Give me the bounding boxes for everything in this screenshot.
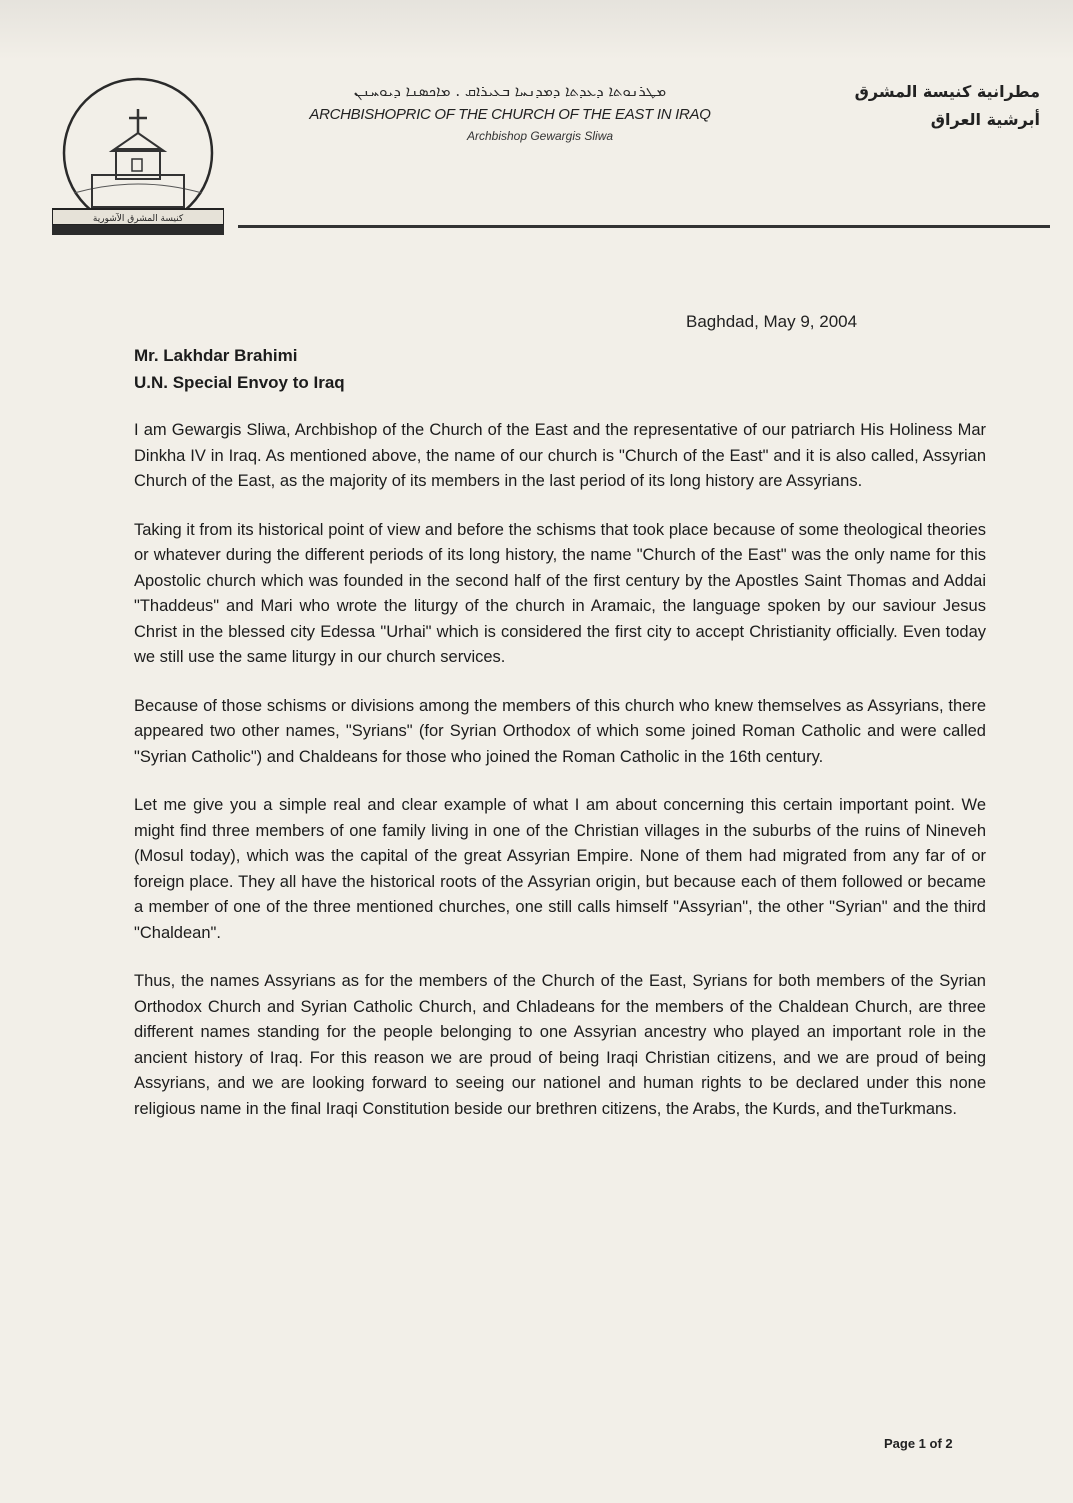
addressee-title: U.N. Special Envoy to Iraq: [134, 373, 345, 392]
letter-date: Baghdad, May 9, 2004: [686, 312, 858, 331]
paragraph: Thus, the names Assyrians as for the members of the Church of the East, Syrians for both members of the Syrian Orthodox Church and Syrian Catholic Church, and Chladeans for the members of the Chaldean Church, are three different names standing for the people belonging to one Assyrian ancestry who played an important role in the ancient history of Iraq. For this reason we are proud of being Iraqi Christian citizens, and we are proud of being Assyrians, and we are looking forward to seeing our nationel and human rights to be declared under this none religious name in the final Iraqi Constitution beside our brethren citizens, the Arabs, the Kurds, and theTurkmans.: [134, 972, 986, 1118]
paragraph: Taking it from its historical point of view and before the schisms that took place because of some theological theories or whatever during the different periods of its long history, the name "Church of the East" was the only name for this Apostolic church which was founded in the second half of the first century by the Apostles Saint Thomas and Addai "Thaddeus" and Mari who wrote the liturgy of the church in Aramaic, the language spoken by our saviour Jesus Christ in the blessed city Edessa "Urhai" which is considered the first city to accept Christianity officially. Even today we still use the same liturgy in our church services.: [134, 520, 986, 666]
letterhead-syriac: ܡܛܪܢܘܬܐ ܕܥܕܬܐ ܕܡܕܢܚܐ ܒܥܝܪܐܩ . ܡܐܟܣܢܐ ܕܝܘܚܢܢ: [353, 82, 667, 100]
letter-body: [134, 418, 986, 1145]
church-logo: [52, 75, 224, 237]
page-number: Page 1 of 2: [884, 1436, 953, 1451]
letterhead-arabic: [820, 78, 1040, 134]
addressee-name: Mr. Lakhdar Brahimi: [134, 346, 298, 365]
arabic-line-2: أبرشية العراق: [930, 110, 1040, 129]
paragraph: I am Gewargis Sliwa, Archbishop of the Church of the East and the representative of our patriarch His Holiness Mar Dinkha IV in Iraq. As mentioned above, the name of our church is "Church of the East" and it is also called, Assyrian Church of the East, as the majority of its members in the last period of its long history are Assyrians.: [134, 421, 986, 490]
scan-artifact-band: [0, 0, 1073, 60]
arabic-line-1: مطرانية كنيسة المشرق: [854, 82, 1040, 101]
letterhead-archbishop: Archbishop Gewargis Sliwa: [466, 129, 614, 143]
letterhead-center: [230, 82, 790, 143]
paragraph: Let me give you a simple real and clear example of what I am about concerning this certain important point. We might find three members of one family living in one of the Christian villages in the suburbs of the ruins of Nineveh (Mosul today), which was the capital of the great Assyrian Empire. None of them had migrated from any far of or foreign place. They all have the historical roots of the Assyrian origin, but because each of them followed or became a member of one of the three mentioned churches, one still calls himself "Assyrian", the other "Syrian" and the third "Chaldean".: [134, 796, 986, 942]
letterhead-english-title: ARCHBISHOPRIC OF THE CHURCH OF THE EAST IN IRAQ: [309, 106, 711, 123]
addressee-block: [134, 342, 345, 396]
logo-caption: كنيسة المشرق الآشورية: [92, 214, 184, 224]
letterhead-divider: [238, 225, 1050, 228]
paragraph: Because of those schisms or divisions among the members of this church who knew themselves as Assyrians, there appeared two other names, "Syrians" (for Syrian Orthodox of which some joined Roman Catholic and were called "Syrian Catholic") and Chaldeans for those who joined the Roman Catholic in the 16th century.: [134, 696, 986, 766]
